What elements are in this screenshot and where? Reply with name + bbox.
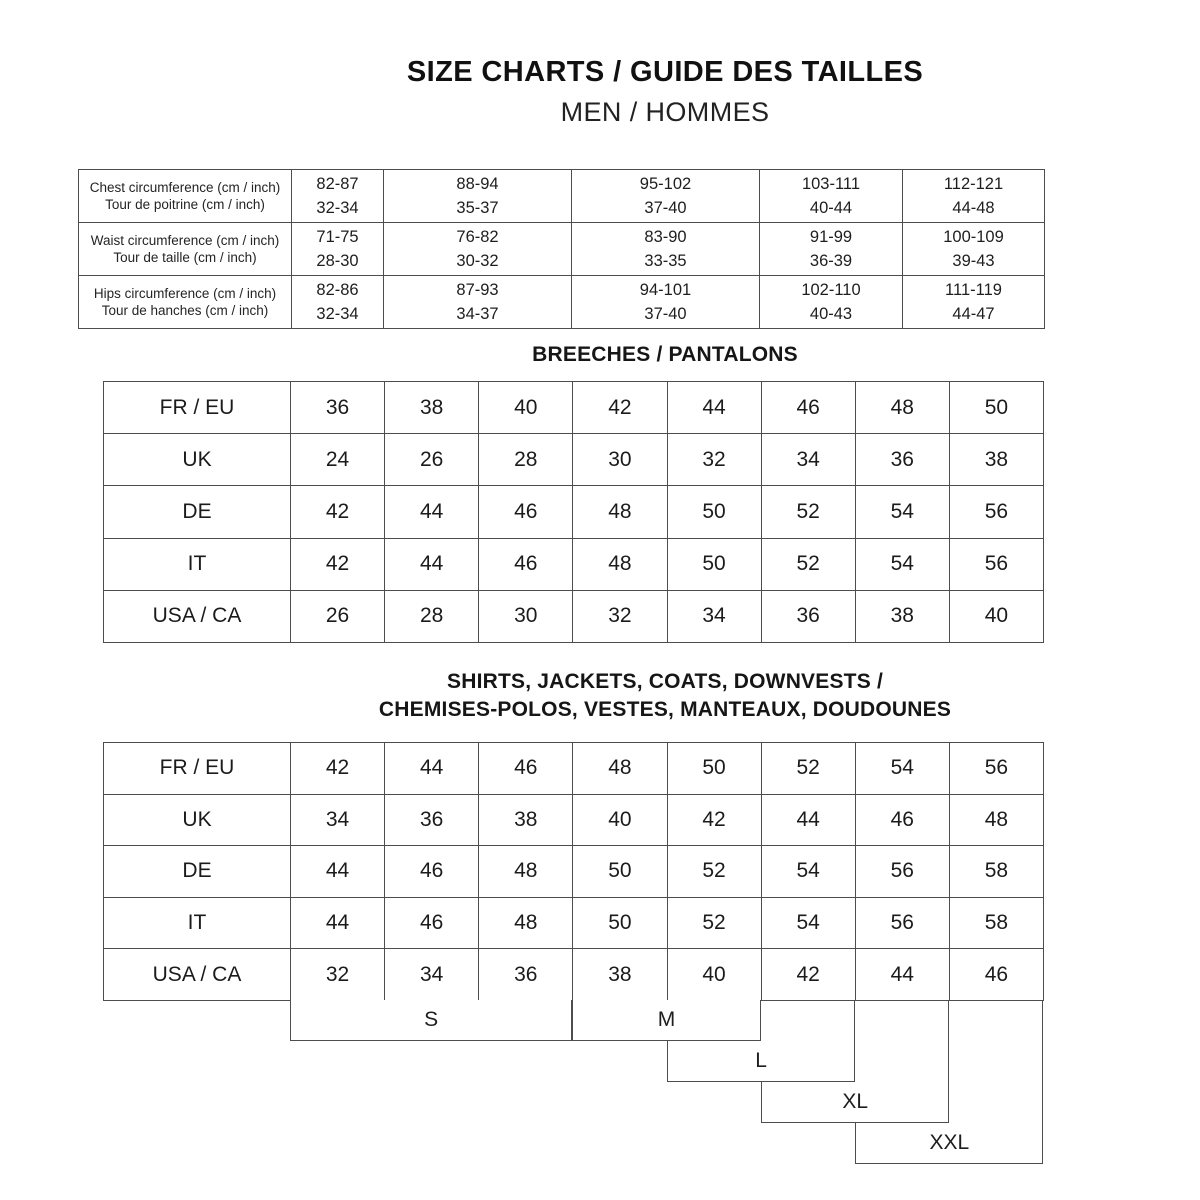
region-label: UK bbox=[104, 795, 291, 847]
measurement-inch-range: 35-37 bbox=[456, 199, 499, 217]
size-cell: 48 bbox=[856, 382, 950, 434]
size-cell: 24 bbox=[291, 434, 385, 486]
measurement-cm-range: 87-93 bbox=[456, 281, 499, 299]
measurement-cell bbox=[903, 276, 1045, 329]
measurement-row-label bbox=[79, 170, 292, 223]
region-label: FR / EU bbox=[104, 382, 291, 434]
size-cell: 30 bbox=[573, 434, 667, 486]
page-title: SIZE CHARTS / GUIDE DES TAILLES bbox=[406, 56, 924, 88]
measurement-inch-range: 28-30 bbox=[316, 252, 359, 270]
size-bracket-xxl: XXL bbox=[855, 1123, 1043, 1164]
size-bracket-right-edge-l bbox=[854, 1000, 855, 1082]
size-cell: 38 bbox=[385, 382, 479, 434]
size-cell: 36 bbox=[385, 795, 479, 847]
measurement-inch-range: 37-40 bbox=[644, 199, 687, 217]
measurement-inch-range: 34-37 bbox=[456, 305, 499, 323]
size-cell: 56 bbox=[856, 846, 950, 898]
size-cell: 54 bbox=[856, 539, 950, 591]
measurement-cell bbox=[903, 223, 1045, 276]
measurement-cm-range: 82-86 bbox=[316, 281, 359, 299]
size-cell: 44 bbox=[668, 382, 762, 434]
size-cell: 46 bbox=[479, 486, 573, 538]
size-cell: 58 bbox=[950, 846, 1044, 898]
size-cell: 50 bbox=[573, 898, 667, 950]
measurement-cell bbox=[572, 223, 760, 276]
size-bracket-l: L bbox=[667, 1041, 855, 1082]
measurement-cell bbox=[292, 276, 384, 329]
size-cell: 48 bbox=[950, 795, 1044, 847]
size-cell: 48 bbox=[573, 743, 667, 795]
size-cell: 28 bbox=[479, 434, 573, 486]
size-cell: 42 bbox=[291, 486, 385, 538]
size-cell: 32 bbox=[573, 591, 667, 643]
measurement-inch-range: 36-39 bbox=[809, 252, 853, 270]
size-cell: 56 bbox=[950, 743, 1044, 795]
size-cell: 48 bbox=[479, 846, 573, 898]
region-label: USA / CA bbox=[104, 591, 291, 643]
measurement-cell bbox=[760, 170, 903, 223]
measurement-cm-range: 103-111 bbox=[801, 175, 861, 193]
size-cell: 46 bbox=[385, 898, 479, 950]
size-cell: 28 bbox=[385, 591, 479, 643]
measurement-row-label bbox=[79, 223, 292, 276]
region-label: UK bbox=[104, 434, 291, 486]
size-cell: 50 bbox=[668, 743, 762, 795]
measurement-cm-range: 91-99 bbox=[809, 228, 853, 246]
measurement-inch-range: 44-48 bbox=[952, 199, 995, 217]
measurement-label-fr: Tour de hanches (cm / inch) bbox=[101, 303, 269, 318]
measurement-cm-range: 112-121 bbox=[943, 175, 1004, 193]
measurement-label-fr: Tour de taille (cm / inch) bbox=[113, 250, 257, 265]
size-cell: 56 bbox=[856, 898, 950, 950]
size-cell: 56 bbox=[950, 539, 1044, 591]
region-label: USA / CA bbox=[104, 949, 291, 1001]
region-label: DE bbox=[104, 846, 291, 898]
shirts-heading bbox=[130, 668, 1200, 724]
measurement-cell bbox=[903, 170, 1045, 223]
size-cell: 36 bbox=[479, 949, 573, 1001]
size-cell: 54 bbox=[762, 846, 856, 898]
size-cell: 38 bbox=[479, 795, 573, 847]
measurement-cell bbox=[384, 170, 572, 223]
measurements-table bbox=[78, 169, 1045, 329]
size-cell: 34 bbox=[762, 434, 856, 486]
size-cell: 50 bbox=[668, 486, 762, 538]
measurement-cell bbox=[572, 276, 760, 329]
size-cell: 46 bbox=[479, 743, 573, 795]
size-cell: 36 bbox=[856, 434, 950, 486]
size-cell: 54 bbox=[762, 898, 856, 950]
measurement-cm-range: 102-110 bbox=[801, 281, 861, 299]
size-cell: 46 bbox=[479, 539, 573, 591]
measurement-label-en: Waist circumference (cm / inch) bbox=[90, 232, 280, 248]
size-cell: 50 bbox=[950, 382, 1044, 434]
size-cell: 38 bbox=[573, 949, 667, 1001]
size-cell: 34 bbox=[385, 949, 479, 1001]
size-cell: 50 bbox=[668, 539, 762, 591]
size-cell: 34 bbox=[668, 591, 762, 643]
size-cell: 44 bbox=[291, 846, 385, 898]
measurement-cell bbox=[760, 276, 903, 329]
measurement-cell bbox=[572, 170, 760, 223]
measurement-cell bbox=[384, 276, 572, 329]
measurement-cell bbox=[292, 170, 384, 223]
size-cell: 52 bbox=[668, 898, 762, 950]
measurement-inch-range: 40-43 bbox=[809, 305, 853, 323]
size-cell: 26 bbox=[385, 434, 479, 486]
size-cell: 40 bbox=[668, 949, 762, 1001]
size-cell: 40 bbox=[950, 591, 1044, 643]
size-cell: 34 bbox=[291, 795, 385, 847]
measurement-inch-range: 32-34 bbox=[316, 199, 359, 217]
size-cell: 36 bbox=[291, 382, 385, 434]
measurement-cm-range: 71-75 bbox=[316, 228, 359, 246]
shirts-heading-line1: SHIRTS, JACKETS, COATS, DOWNVESTS / bbox=[447, 670, 883, 693]
size-cell: 46 bbox=[385, 846, 479, 898]
size-cell: 32 bbox=[291, 949, 385, 1001]
measurement-cell bbox=[760, 223, 903, 276]
region-label: IT bbox=[104, 539, 291, 591]
breeches-heading: BREECHES / PANTALONS bbox=[532, 343, 798, 366]
size-cell: 32 bbox=[668, 434, 762, 486]
measurement-cm-range: 82-87 bbox=[316, 175, 359, 193]
size-cell: 48 bbox=[573, 539, 667, 591]
size-cell: 50 bbox=[573, 846, 667, 898]
size-cell: 44 bbox=[385, 486, 479, 538]
measurement-cell bbox=[292, 223, 384, 276]
region-label: IT bbox=[104, 898, 291, 950]
size-bracket-right-edge-xxl bbox=[1042, 1000, 1043, 1164]
region-label: FR / EU bbox=[104, 743, 291, 795]
measurement-cm-range: 76-82 bbox=[456, 228, 499, 246]
size-cell: 42 bbox=[291, 539, 385, 591]
size-cell: 48 bbox=[479, 898, 573, 950]
size-cell: 40 bbox=[479, 382, 573, 434]
breeches-table bbox=[103, 381, 1044, 643]
measurement-inch-range: 40-44 bbox=[809, 199, 853, 217]
measurement-label-en: Hips circumference (cm / inch) bbox=[93, 285, 277, 301]
shirts-heading-line2: CHEMISES-POLOS, VESTES, MANTEAUX, DOUDOUNES bbox=[378, 698, 952, 721]
measurement-cm-range: 111-119 bbox=[945, 281, 1002, 299]
region-label: DE bbox=[104, 486, 291, 538]
measurement-inch-range: 33-35 bbox=[644, 252, 687, 270]
size-bracket-s: S bbox=[290, 1000, 572, 1041]
size-cell: 44 bbox=[762, 795, 856, 847]
size-cell: 54 bbox=[856, 486, 950, 538]
size-cell: 44 bbox=[291, 898, 385, 950]
size-cell: 44 bbox=[385, 743, 479, 795]
measurement-label-en: Chest circumference (cm / inch) bbox=[89, 179, 281, 195]
measurement-cm-range: 88-94 bbox=[456, 175, 499, 193]
size-cell: 44 bbox=[856, 949, 950, 1001]
size-cell: 48 bbox=[573, 486, 667, 538]
size-cell: 46 bbox=[762, 382, 856, 434]
measurement-cm-range: 95-102 bbox=[639, 175, 692, 193]
size-cell: 52 bbox=[762, 486, 856, 538]
size-cell: 44 bbox=[385, 539, 479, 591]
measurement-cell bbox=[384, 223, 572, 276]
measurement-cm-range: 83-90 bbox=[644, 228, 687, 246]
measurement-cm-range: 94-101 bbox=[639, 281, 692, 299]
measurement-cm-range: 100-109 bbox=[943, 228, 1004, 246]
size-cell: 38 bbox=[856, 591, 950, 643]
size-cell: 46 bbox=[856, 795, 950, 847]
size-cell: 30 bbox=[479, 591, 573, 643]
shirts-table bbox=[103, 742, 1044, 1001]
measurement-inch-range: 32-34 bbox=[316, 305, 359, 323]
size-cell: 52 bbox=[762, 539, 856, 591]
size-cell: 46 bbox=[950, 949, 1044, 1001]
size-bracket-right-edge-xl bbox=[948, 1000, 949, 1123]
size-cell: 56 bbox=[950, 486, 1044, 538]
size-bracket-m: M bbox=[572, 1000, 760, 1041]
measurement-inch-range: 30-32 bbox=[456, 252, 499, 270]
size-cell: 42 bbox=[573, 382, 667, 434]
measurement-label-fr: Tour de poitrine (cm / inch) bbox=[105, 197, 265, 212]
measurement-row-label bbox=[79, 276, 292, 329]
size-cell: 38 bbox=[950, 434, 1044, 486]
page-subtitle: MEN / HOMMES bbox=[560, 97, 770, 127]
measurement-inch-range: 37-40 bbox=[644, 305, 687, 323]
size-cell: 58 bbox=[950, 898, 1044, 950]
measurement-inch-range: 44-47 bbox=[952, 305, 995, 323]
size-cell: 52 bbox=[668, 846, 762, 898]
size-bracket-xl: XL bbox=[761, 1082, 949, 1123]
size-cell: 42 bbox=[762, 949, 856, 1001]
size-cell: 42 bbox=[668, 795, 762, 847]
size-cell: 52 bbox=[762, 743, 856, 795]
measurement-inch-range: 39-43 bbox=[952, 252, 995, 270]
size-cell: 42 bbox=[291, 743, 385, 795]
size-cell: 54 bbox=[856, 743, 950, 795]
size-cell: 36 bbox=[762, 591, 856, 643]
size-cell: 40 bbox=[573, 795, 667, 847]
size-cell: 26 bbox=[291, 591, 385, 643]
